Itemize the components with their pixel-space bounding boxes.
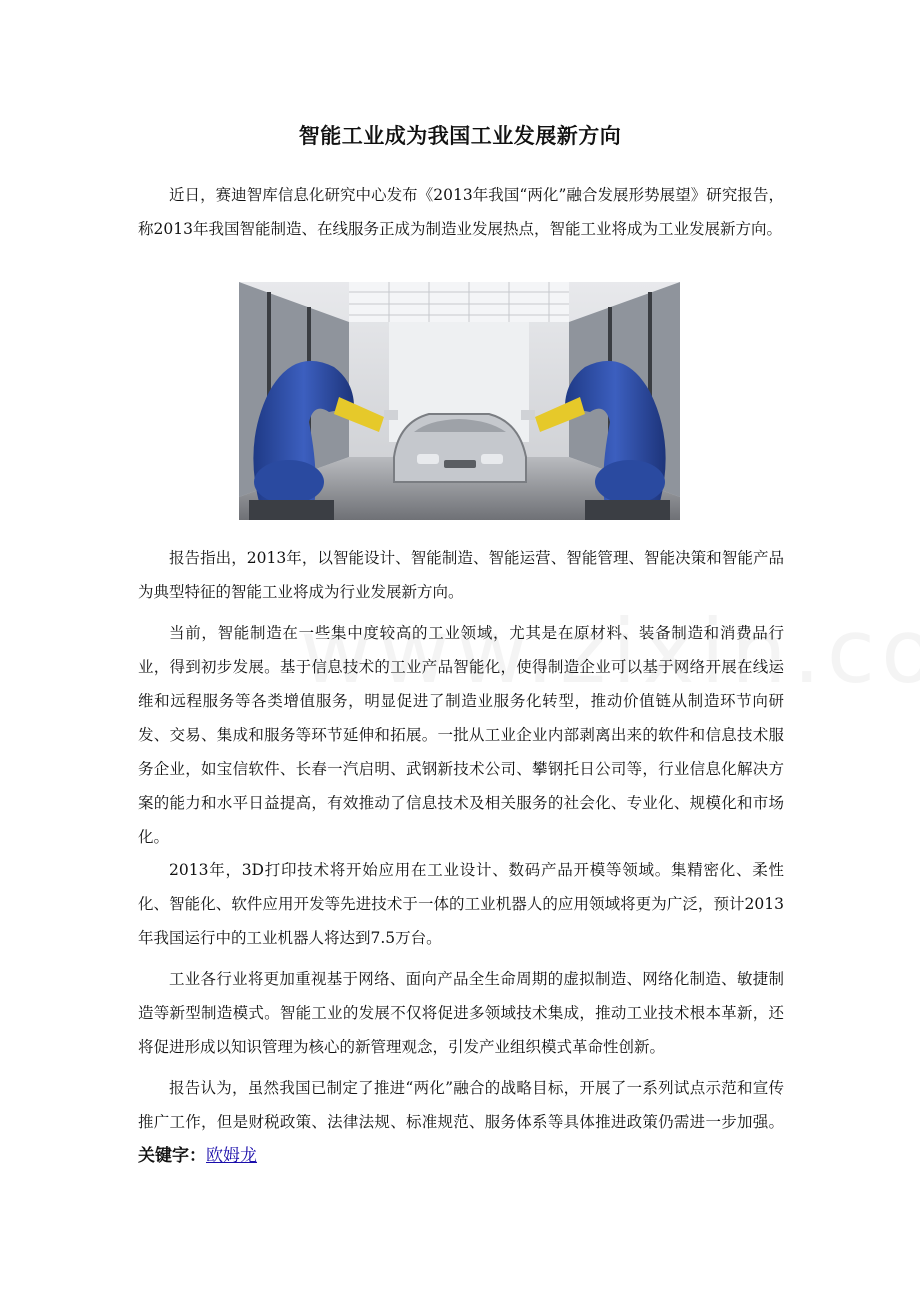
robot-car-factory-image xyxy=(239,282,680,520)
conclusion-text: 报告认为，虽然我国已制定了推进“两化”融合的战略目标，开展了一系列试点示范和宣传推广工作，但是财税政策、法律法规、标准规范、服务体系等具体推进政策仍需进一步加强。 xyxy=(138,1079,784,1131)
factory-illustration xyxy=(239,282,680,520)
keyword-label: 关键字： xyxy=(138,1146,206,1166)
paragraph-intro: 近日，赛迪智库信息化研究中心发布《2013年我国“两化”融合发展形势展望》研究报告，称2013年我国智能制造、在线服务正成为制造业发展热点，智能工业将成为工业发展新方向。 xyxy=(138,186,784,238)
paragraph-3d-printing: 2013年，3D打印技术将开始应用在工业设计、数码产品开模等领域。集精密化、柔性化、智能化、软件应用开发等先进技术于一体的工业机器人的应用领域将更为广泛，预计2013年我国运行中的工业机器人将达到7.5万台。 xyxy=(138,861,784,947)
keyword-link[interactable]: 欧姆龙 xyxy=(206,1146,257,1166)
paragraph-current-status: 当前，智能制造在一些集中度较高的工业领域，尤其是在原材料、装备制造和消费品行业，得到初步发展。基于信息技术的工业产品智能化，使得制造企业可以基于网络开展在线运维和远程服务等各类增值服务，明显促进了制造业服务化转型，推动价值链从制造环节向研发、交易、集成和服务等环节延伸和拓展。一批从工业企业内部剥离出来的软件和信息技术服务企业，如宝信软件、长春一汽启明、武钢新技术公司、攀钢托日公司等，行业信息化解决方案的能力和水平日益提高，有效推动了信息技术及相关服务的社会化、专业化、规模化和市场化。 xyxy=(138,624,784,846)
paragraph-manufacturing-modes: 工业各行业将更加重视基于网络、面向产品全生命周期的虚拟制造、网络化制造、敏捷制造等新型制造模式。智能工业的发展不仅将促进多领域技术集成，推动工业技术根本革新，还将促进形成以知识管理为核心的新管理观念，引发产业组织模式革命性创新。 xyxy=(138,970,784,1056)
document-title: 智能工业成为我国工业发展新方向 xyxy=(298,124,622,148)
paragraph-conclusion xyxy=(138,1071,784,1173)
paragraph-report-points: 报告指出，2013年，以智能设计、智能制造、智能运营、智能管理、智能决策和智能产品为典型特征的智能工业将成为行业发展新方向。 xyxy=(138,549,784,601)
